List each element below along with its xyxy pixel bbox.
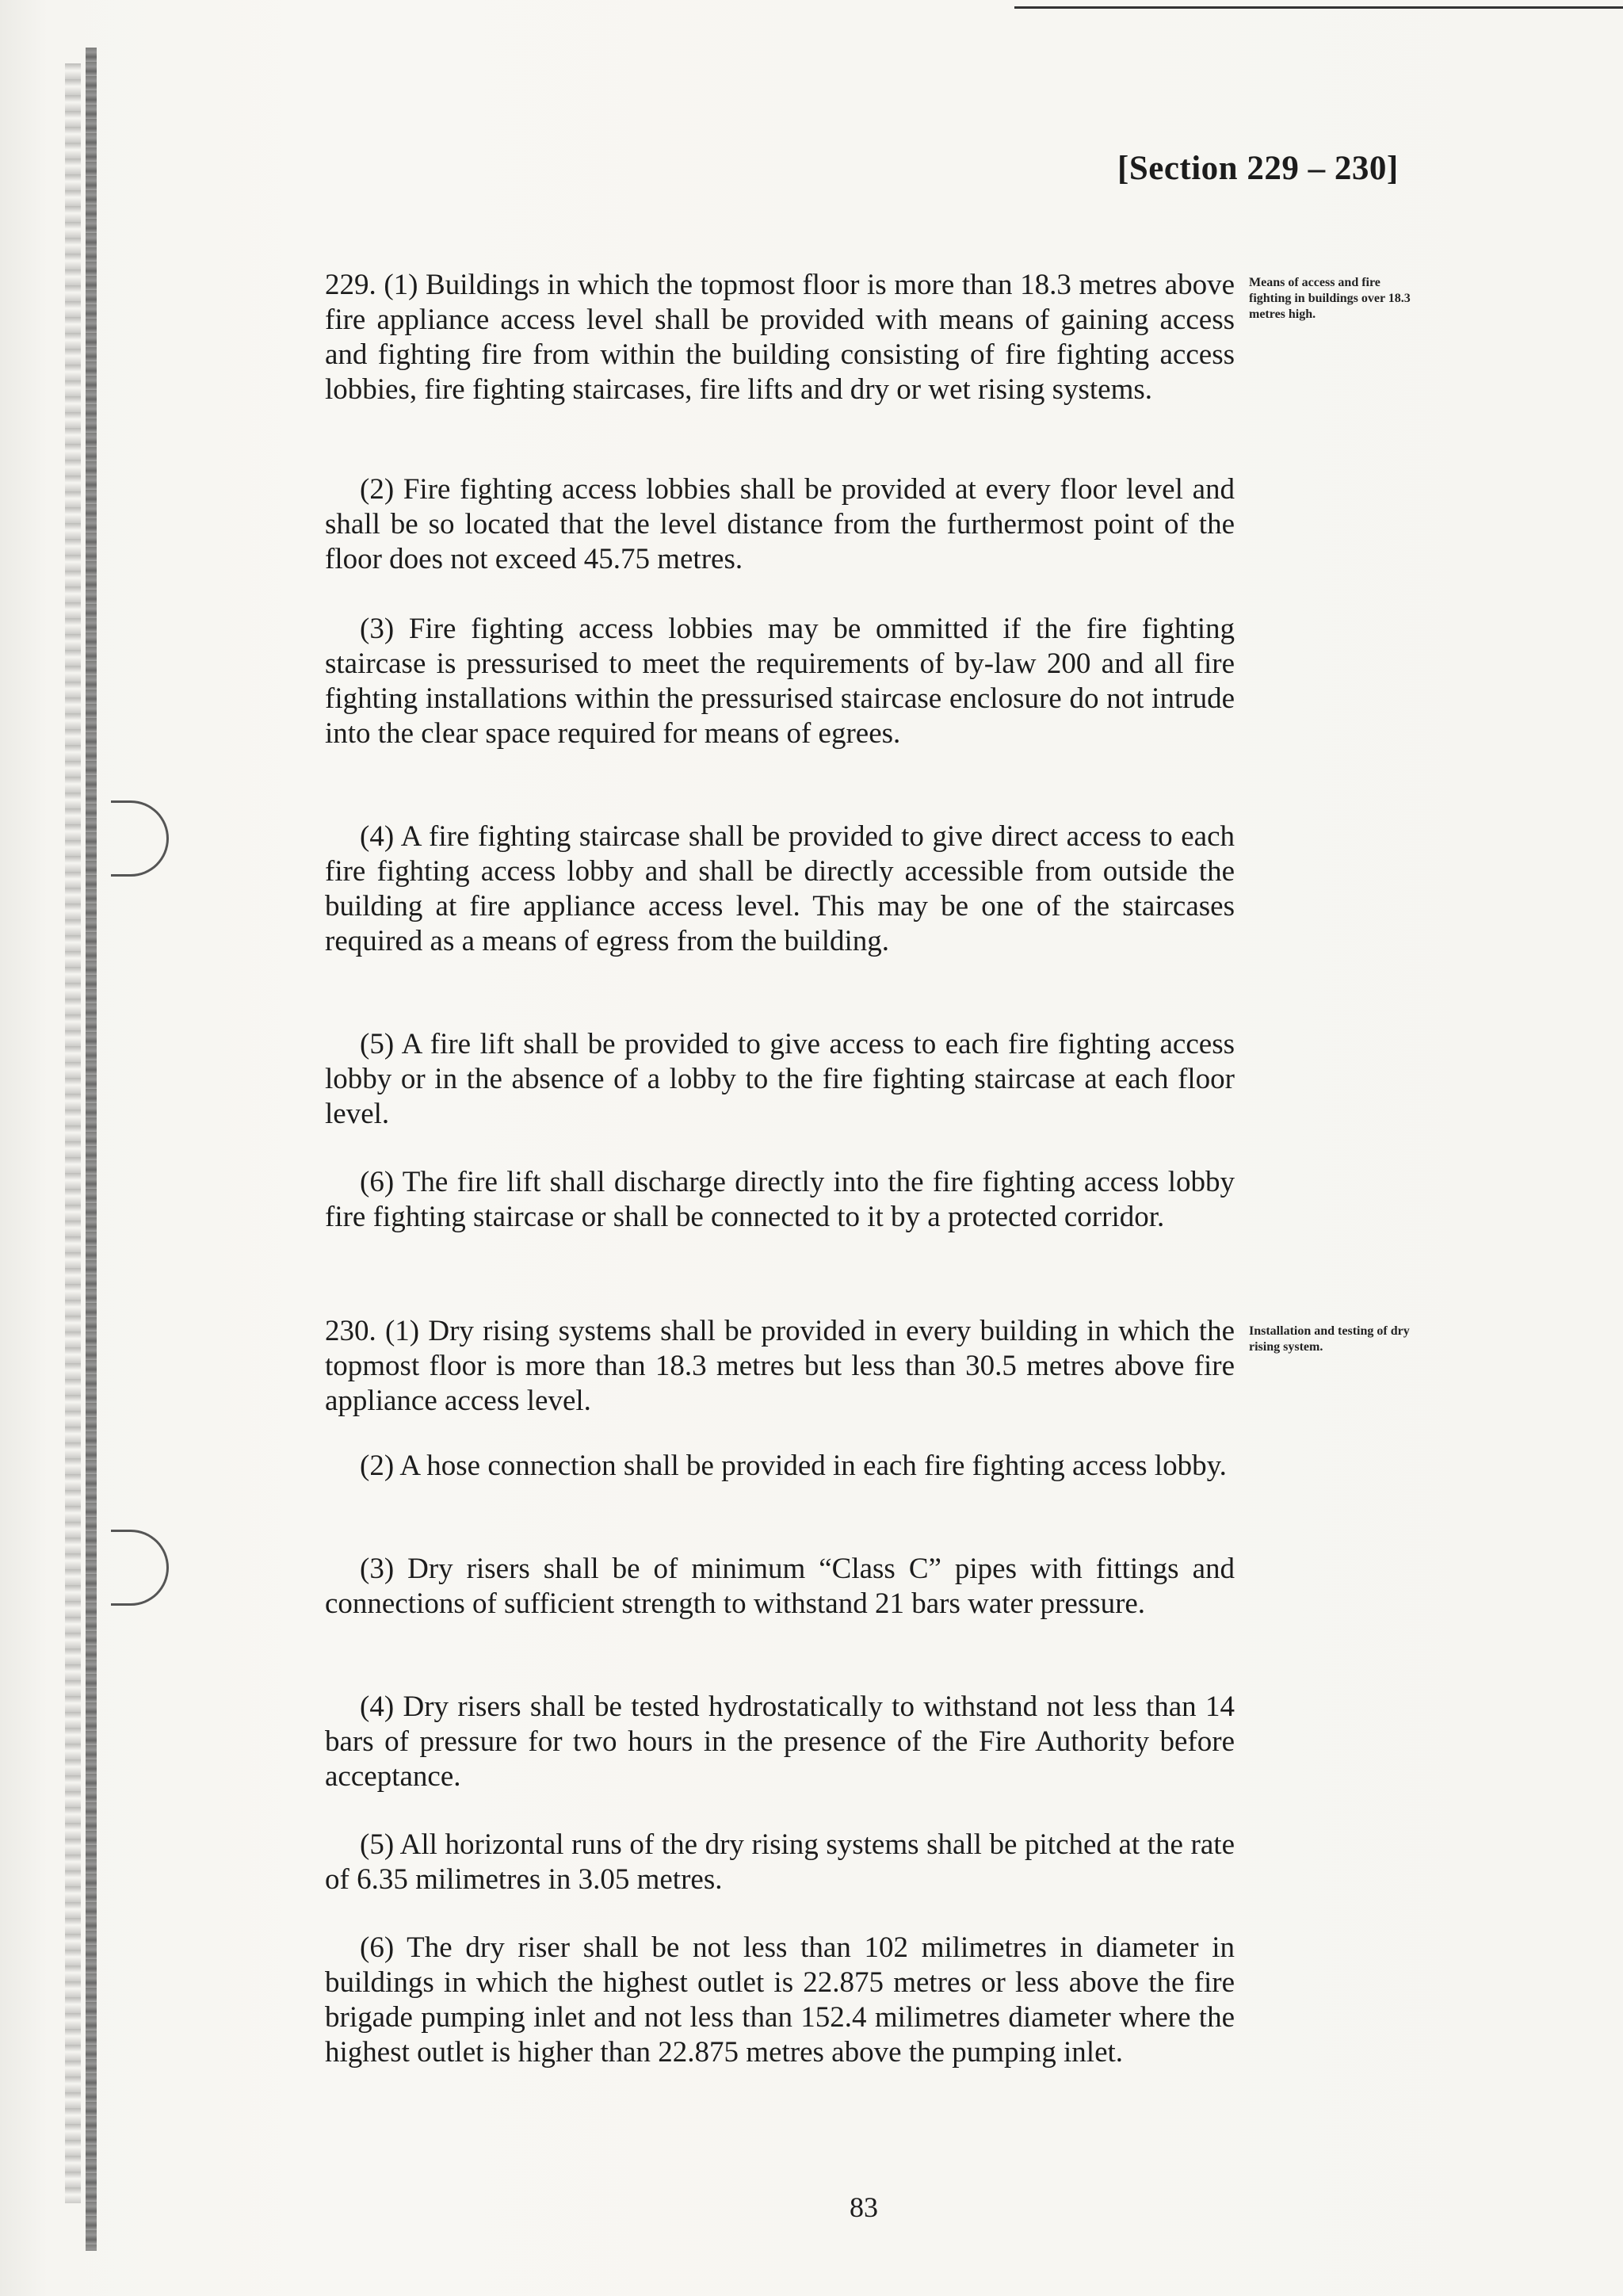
- section-230-para-2: (2) A hose connection shall be provided in each fire fighting access lobby.: [360, 1450, 1227, 1482]
- punch-hole-upper: [111, 800, 169, 877]
- section-229-para-3: (3) Fire fighting access lobbies may be ommitted if the fire fighting staircase is pressurised to meet the requirements of by-law 200 and all fire fighting installations within the pressurised staircase enclosure do not intrude into the clear space required for means of egrees.: [325, 613, 1235, 750]
- section-230-para-4: (4) Dry risers shall be tested hydrostatically to withstand not less than 14 bars of pressure for two hours in the presence of the Fire Authority before acceptance.: [325, 1690, 1235, 1793]
- page-number: 83: [850, 2191, 878, 2223]
- section-230-para-6: (6) The dry riser shall be not less than 102 milimetres in diameter in buildings in which the highest outlet is 22.875 metres or less above the fire brigade pumping inlet and not less than 152.4 milimetres diameter where the highest outlet is higher than 22.875 metres above the pumping inlet.: [325, 1931, 1235, 2069]
- section-229-para-1: 229. (1) Buildings in which the topmost floor is more than 18.3 metres above fire appliance access level shall be provided with means of gaining access and fighting fire from within the building consisting of fire fighting access lobbies, fire fighting staircases, fire lifts and dry or wet rising systems.: [325, 269, 1235, 406]
- binding-shadow: [65, 63, 81, 2203]
- section-229-para-5: (5) A fire lift shall be provided to give access to each fire fighting access lobby or in the absence of a lobby to the fire fighting staircase at each floor level.: [325, 1028, 1235, 1130]
- section-reference: [Section 229 – 230]: [1117, 150, 1399, 187]
- binding-edge: [86, 48, 97, 2251]
- section-230-para-5: (5) All horizontal runs of the dry rising systems shall be pitched at the rate of 6.35 milimetres in 3.05 metres.: [325, 1828, 1235, 1896]
- marginal-note-229: Means of access and fire fighting in buildings over 18.3 metres high.: [1249, 276, 1411, 321]
- section-230-para-3: (3) Dry risers shall be of minimum “Class C” pipes with fittings and connections of sufficient strength to withstand 21 bars water pressure.: [325, 1553, 1235, 1620]
- marginal-note-230: Installation and testing of dry rising system.: [1249, 1324, 1410, 1354]
- section-229-para-2: (2) Fire fighting access lobbies shall be provided at every floor level and shall be so located that the level distance from the furthermost point of the floor does not exceed 45.75 metres.: [325, 473, 1235, 575]
- section-230-para-1: 230. (1) Dry rising systems shall be provided in every building in which the topmost floor is more than 18.3 metres but less than 30.5 metres above fire appliance access level.: [325, 1315, 1235, 1417]
- section-229-para-4: (4) A fire fighting staircase shall be provided to give direct access to each fire fighting access lobby and shall be directly accessible from outside the building at fire appliance access level. This may be one of the staircases required as a means of egress from the building.: [325, 820, 1235, 957]
- top-rule: [1014, 6, 1623, 9]
- section-229-para-6: (6) The fire lift shall discharge directly into the fire fighting access lobby fire fighting staircase or shall be connected to it by a protected corridor.: [325, 1166, 1235, 1233]
- punch-hole-lower: [111, 1530, 169, 1606]
